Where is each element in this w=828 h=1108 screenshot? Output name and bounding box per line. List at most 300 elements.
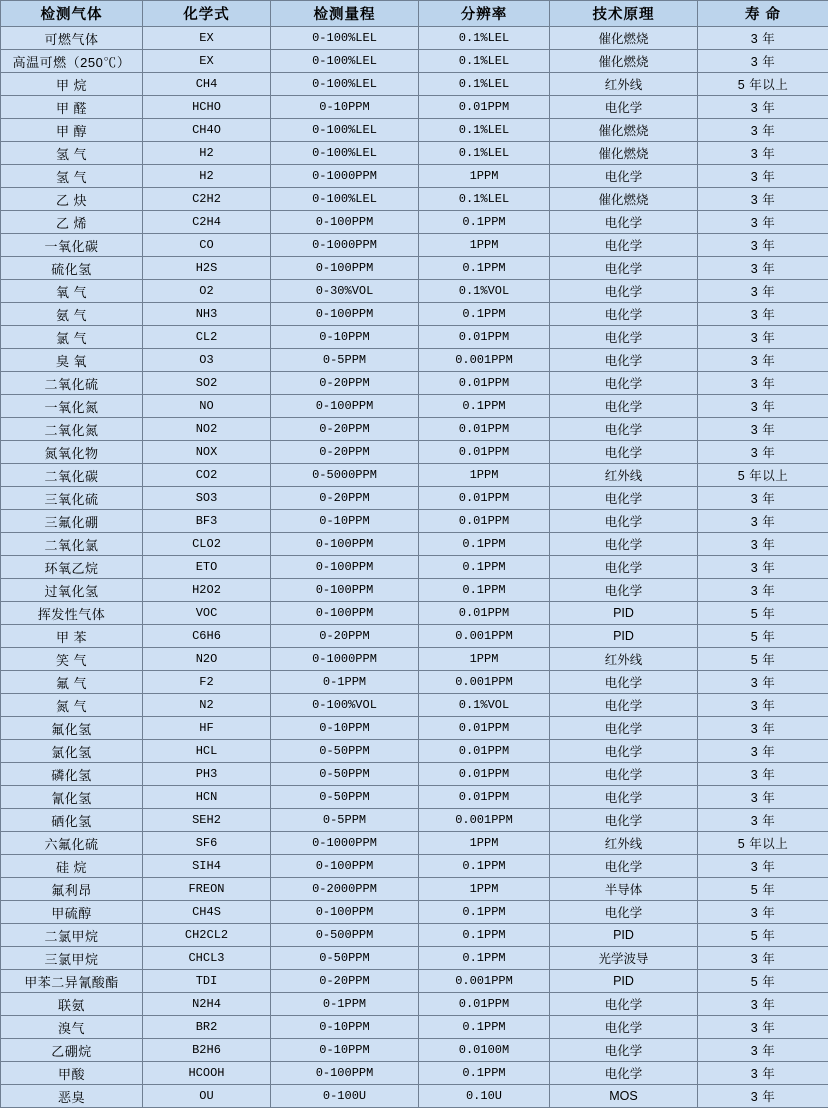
cell-principle: 电化学 <box>550 349 698 372</box>
cell-resolution: 0.01PPM <box>419 96 550 119</box>
cell-gas: 氮 气 <box>1 694 143 717</box>
cell-gas: 氯 气 <box>1 326 143 349</box>
cell-lifetime: 3 年 <box>698 395 828 418</box>
table-row <box>1 119 828 142</box>
cell-resolution: 1PPM <box>419 464 550 487</box>
table-row <box>1 1085 828 1108</box>
cell-formula: PH3 <box>143 763 271 786</box>
table-row <box>1 671 828 694</box>
cell-range: 0-100PPM <box>271 395 419 418</box>
cell-gas: 乙硼烷 <box>1 1039 143 1062</box>
cell-lifetime: 3 年 <box>698 694 828 717</box>
cell-range: 0-2000PPM <box>271 878 419 901</box>
cell-lifetime: 3 年 <box>698 786 828 809</box>
cell-range: 0-10PPM <box>271 717 419 740</box>
cell-lifetime: 3 年 <box>698 763 828 786</box>
cell-range: 0-10PPM <box>271 326 419 349</box>
table-row <box>1 648 828 671</box>
cell-principle: 电化学 <box>550 165 698 188</box>
cell-lifetime: 3 年 <box>698 303 828 326</box>
cell-gas: 氰化氢 <box>1 786 143 809</box>
cell-resolution: 0.1PPM <box>419 556 550 579</box>
cell-principle: 半导体 <box>550 878 698 901</box>
cell-principle: 电化学 <box>550 395 698 418</box>
cell-range: 0-100PPM <box>271 556 419 579</box>
cell-formula: BR2 <box>143 1016 271 1039</box>
cell-formula: C6H6 <box>143 625 271 648</box>
table-row <box>1 96 828 119</box>
cell-range: 0-100PPM <box>271 579 419 602</box>
cell-lifetime: 5 年 <box>698 970 828 993</box>
cell-resolution: 0.1%LEL <box>419 27 550 50</box>
cell-resolution: 0.1%LEL <box>419 188 550 211</box>
cell-resolution: 0.1PPM <box>419 1062 550 1085</box>
cell-lifetime: 3 年 <box>698 993 828 1016</box>
table-row <box>1 211 828 234</box>
cell-gas: 乙 炔 <box>1 188 143 211</box>
cell-principle: 电化学 <box>550 717 698 740</box>
cell-formula: H2 <box>143 142 271 165</box>
cell-gas: 三氯甲烷 <box>1 947 143 970</box>
cell-lifetime: 3 年 <box>698 96 828 119</box>
cell-lifetime: 3 年 <box>698 372 828 395</box>
cell-formula: N2H4 <box>143 993 271 1016</box>
cell-gas: 氧 气 <box>1 280 143 303</box>
cell-gas: 高温可燃（250℃） <box>1 50 143 73</box>
table-row <box>1 441 828 464</box>
cell-principle: 红外线 <box>550 73 698 96</box>
cell-formula: F2 <box>143 671 271 694</box>
cell-formula: O3 <box>143 349 271 372</box>
cell-lifetime: 3 年 <box>698 809 828 832</box>
cell-range: 0-10PPM <box>271 1016 419 1039</box>
cell-formula: SF6 <box>143 832 271 855</box>
cell-range: 0-100%LEL <box>271 73 419 96</box>
table-row <box>1 740 828 763</box>
cell-lifetime: 3 年 <box>698 165 828 188</box>
cell-lifetime: 3 年 <box>698 510 828 533</box>
table-row <box>1 165 828 188</box>
table-row <box>1 234 828 257</box>
cell-formula: SIH4 <box>143 855 271 878</box>
cell-gas: 甲 醛 <box>1 96 143 119</box>
table-header <box>1 1 828 27</box>
table-row <box>1 395 828 418</box>
cell-principle: 电化学 <box>550 763 698 786</box>
table-row <box>1 303 828 326</box>
cell-formula: SO3 <box>143 487 271 510</box>
cell-range: 0-100PPM <box>271 1062 419 1085</box>
table-row <box>1 602 828 625</box>
cell-range: 0-10PPM <box>271 1039 419 1062</box>
cell-range: 0-10PPM <box>271 96 419 119</box>
cell-range: 0-100PPM <box>271 211 419 234</box>
cell-range: 0-1000PPM <box>271 165 419 188</box>
cell-gas: 溴气 <box>1 1016 143 1039</box>
cell-formula: HCOOH <box>143 1062 271 1085</box>
cell-gas: 氮氧化物 <box>1 441 143 464</box>
cell-lifetime: 5 年 <box>698 625 828 648</box>
cell-gas: 甲酸 <box>1 1062 143 1085</box>
cell-formula: ETO <box>143 556 271 579</box>
cell-lifetime: 3 年 <box>698 326 828 349</box>
cell-lifetime: 5 年 <box>698 602 828 625</box>
table-row <box>1 832 828 855</box>
table-row <box>1 717 828 740</box>
table-row <box>1 970 828 993</box>
table-row <box>1 533 828 556</box>
cell-range: 0-1PPM <box>271 993 419 1016</box>
cell-resolution: 0.01PPM <box>419 418 550 441</box>
cell-gas: 氯化氢 <box>1 740 143 763</box>
cell-lifetime: 3 年 <box>698 234 828 257</box>
cell-range: 0-5PPM <box>271 349 419 372</box>
cell-range: 0-20PPM <box>271 970 419 993</box>
cell-formula: H2S <box>143 257 271 280</box>
table-row <box>1 947 828 970</box>
cell-lifetime: 3 年 <box>698 142 828 165</box>
cell-gas: 甲硫醇 <box>1 901 143 924</box>
cell-gas: 氢 气 <box>1 142 143 165</box>
table-row <box>1 694 828 717</box>
cell-gas: 一氧化氮 <box>1 395 143 418</box>
cell-lifetime: 3 年 <box>698 740 828 763</box>
cell-formula: HF <box>143 717 271 740</box>
cell-principle: 电化学 <box>550 257 698 280</box>
cell-range: 0-50PPM <box>271 786 419 809</box>
cell-lifetime: 3 年 <box>698 947 828 970</box>
cell-formula: H2O2 <box>143 579 271 602</box>
cell-resolution: 0.1%LEL <box>419 50 550 73</box>
cell-lifetime: 3 年 <box>698 418 828 441</box>
cell-range: 0-10PPM <box>271 510 419 533</box>
cell-range: 0-500PPM <box>271 924 419 947</box>
cell-resolution: 0.001PPM <box>419 625 550 648</box>
cell-resolution: 1PPM <box>419 832 550 855</box>
cell-formula: CO2 <box>143 464 271 487</box>
cell-formula: C2H4 <box>143 211 271 234</box>
cell-range: 0-1000PPM <box>271 648 419 671</box>
cell-principle: 电化学 <box>550 418 698 441</box>
cell-lifetime: 3 年 <box>698 280 828 303</box>
cell-gas: 过氧化氢 <box>1 579 143 602</box>
cell-gas: 恶臭 <box>1 1085 143 1108</box>
cell-resolution: 0.1%VOL <box>419 280 550 303</box>
cell-principle: 电化学 <box>550 786 698 809</box>
table-row <box>1 464 828 487</box>
cell-principle: 电化学 <box>550 372 698 395</box>
cell-principle: 电化学 <box>550 441 698 464</box>
cell-resolution: 0.1PPM <box>419 211 550 234</box>
cell-resolution: 0.01PPM <box>419 510 550 533</box>
cell-gas: 磷化氢 <box>1 763 143 786</box>
cell-range: 0-100PPM <box>271 901 419 924</box>
table-row <box>1 27 828 50</box>
cell-gas: 一氧化碳 <box>1 234 143 257</box>
cell-principle: 电化学 <box>550 556 698 579</box>
cell-range: 0-5000PPM <box>271 464 419 487</box>
cell-principle: 电化学 <box>550 1039 698 1062</box>
cell-gas: 环氧乙烷 <box>1 556 143 579</box>
cell-principle: 电化学 <box>550 280 698 303</box>
cell-range: 0-1PPM <box>271 671 419 694</box>
table-body <box>1 27 828 1108</box>
cell-resolution: 0.0100M <box>419 1039 550 1062</box>
cell-principle: 催化燃烧 <box>550 142 698 165</box>
cell-lifetime: 3 年 <box>698 579 828 602</box>
cell-range: 0-20PPM <box>271 418 419 441</box>
cell-resolution: 0.01PPM <box>419 763 550 786</box>
cell-resolution: 0.1%LEL <box>419 119 550 142</box>
cell-resolution: 0.1PPM <box>419 257 550 280</box>
cell-lifetime: 3 年 <box>698 50 828 73</box>
cell-formula: TDI <box>143 970 271 993</box>
cell-resolution: 0.1PPM <box>419 947 550 970</box>
cell-gas: 氨 气 <box>1 303 143 326</box>
cell-gas: 氢 气 <box>1 165 143 188</box>
table-row <box>1 280 828 303</box>
table-header-row <box>1 1 828 27</box>
cell-range: 0-30%VOL <box>271 280 419 303</box>
cell-principle: 电化学 <box>550 901 698 924</box>
cell-formula: VOC <box>143 602 271 625</box>
cell-principle: PID <box>550 970 698 993</box>
cell-principle: 电化学 <box>550 855 698 878</box>
cell-formula: FREON <box>143 878 271 901</box>
cell-lifetime: 5 年 <box>698 878 828 901</box>
cell-principle: 催化燃烧 <box>550 50 698 73</box>
cell-lifetime: 3 年 <box>698 487 828 510</box>
cell-lifetime: 3 年 <box>698 671 828 694</box>
cell-principle: 电化学 <box>550 96 698 119</box>
cell-resolution: 1PPM <box>419 165 550 188</box>
cell-lifetime: 3 年 <box>698 119 828 142</box>
cell-resolution: 0.1PPM <box>419 533 550 556</box>
cell-range: 0-20PPM <box>271 441 419 464</box>
cell-resolution: 0.01PPM <box>419 993 550 1016</box>
cell-formula: CH4O <box>143 119 271 142</box>
cell-range: 0-5PPM <box>271 809 419 832</box>
cell-principle: 光学波导 <box>550 947 698 970</box>
cell-resolution: 0.001PPM <box>419 671 550 694</box>
cell-principle: 催化燃烧 <box>550 27 698 50</box>
cell-resolution: 0.1%LEL <box>419 73 550 96</box>
cell-principle: 电化学 <box>550 510 698 533</box>
cell-principle: 电化学 <box>550 303 698 326</box>
table-row <box>1 878 828 901</box>
cell-range: 0-1000PPM <box>271 832 419 855</box>
cell-principle: 电化学 <box>550 487 698 510</box>
cell-range: 0-50PPM <box>271 947 419 970</box>
cell-formula: SO2 <box>143 372 271 395</box>
cell-resolution: 1PPM <box>419 234 550 257</box>
cell-lifetime: 3 年 <box>698 1085 828 1108</box>
cell-formula: EX <box>143 27 271 50</box>
cell-gas: 可燃气体 <box>1 27 143 50</box>
cell-resolution: 0.01PPM <box>419 372 550 395</box>
table-row <box>1 349 828 372</box>
table-row <box>1 855 828 878</box>
cell-gas: 二氧化碳 <box>1 464 143 487</box>
table-row <box>1 993 828 1016</box>
cell-principle: 催化燃烧 <box>550 119 698 142</box>
cell-resolution: 0.01PPM <box>419 326 550 349</box>
cell-principle: PID <box>550 625 698 648</box>
cell-formula: B2H6 <box>143 1039 271 1062</box>
cell-lifetime: 3 年 <box>698 901 828 924</box>
cell-range: 0-100%LEL <box>271 50 419 73</box>
table-row <box>1 188 828 211</box>
table-row <box>1 510 828 533</box>
cell-formula: NOX <box>143 441 271 464</box>
table-row <box>1 579 828 602</box>
cell-resolution: 0.1PPM <box>419 901 550 924</box>
cell-formula: HCHO <box>143 96 271 119</box>
cell-gas: 二氧化氮 <box>1 418 143 441</box>
cell-gas: 乙 烯 <box>1 211 143 234</box>
column-header-formula: 化学式 <box>143 1 271 27</box>
cell-formula: CH2CL2 <box>143 924 271 947</box>
cell-range: 0-100%VOL <box>271 694 419 717</box>
cell-gas: 氟 气 <box>1 671 143 694</box>
cell-principle: 催化燃烧 <box>550 188 698 211</box>
table-row <box>1 73 828 96</box>
cell-gas: 六氟化硫 <box>1 832 143 855</box>
cell-range: 0-100%LEL <box>271 119 419 142</box>
cell-resolution: 0.1PPM <box>419 924 550 947</box>
cell-gas: 臭 氧 <box>1 349 143 372</box>
cell-lifetime: 3 年 <box>698 1039 828 1062</box>
table-row <box>1 556 828 579</box>
cell-formula: O2 <box>143 280 271 303</box>
cell-resolution: 0.1PPM <box>419 303 550 326</box>
cell-lifetime: 3 年 <box>698 1016 828 1039</box>
table-row <box>1 1062 828 1085</box>
cell-principle: 红外线 <box>550 832 698 855</box>
cell-formula: BF3 <box>143 510 271 533</box>
table-row <box>1 625 828 648</box>
cell-range: 0-20PPM <box>271 625 419 648</box>
cell-range: 0-100PPM <box>271 855 419 878</box>
cell-gas: 氟利昂 <box>1 878 143 901</box>
cell-resolution: 0.01PPM <box>419 786 550 809</box>
table-row <box>1 50 828 73</box>
cell-range: 0-100%LEL <box>271 188 419 211</box>
cell-formula: SEH2 <box>143 809 271 832</box>
cell-gas: 甲 苯 <box>1 625 143 648</box>
cell-principle: 电化学 <box>550 671 698 694</box>
cell-lifetime: 5 年以上 <box>698 464 828 487</box>
cell-formula: CLO2 <box>143 533 271 556</box>
cell-gas: 联氨 <box>1 993 143 1016</box>
cell-gas: 硅 烷 <box>1 855 143 878</box>
cell-formula: NO <box>143 395 271 418</box>
cell-resolution: 1PPM <box>419 878 550 901</box>
cell-lifetime: 3 年 <box>698 441 828 464</box>
cell-lifetime: 3 年 <box>698 211 828 234</box>
cell-gas: 硒化氢 <box>1 809 143 832</box>
cell-formula: C2H2 <box>143 188 271 211</box>
cell-resolution: 0.01PPM <box>419 740 550 763</box>
cell-lifetime: 5 年以上 <box>698 832 828 855</box>
cell-formula: HCL <box>143 740 271 763</box>
cell-range: 0-20PPM <box>271 372 419 395</box>
cell-formula: OU <box>143 1085 271 1108</box>
cell-lifetime: 5 年 <box>698 648 828 671</box>
cell-resolution: 1PPM <box>419 648 550 671</box>
cell-resolution: 0.01PPM <box>419 717 550 740</box>
table-row <box>1 1039 828 1062</box>
cell-principle: 电化学 <box>550 533 698 556</box>
cell-formula: CL2 <box>143 326 271 349</box>
cell-principle: 电化学 <box>550 234 698 257</box>
column-header-range: 检测量程 <box>271 1 419 27</box>
cell-principle: 红外线 <box>550 464 698 487</box>
cell-gas: 甲苯二异氰酸酯 <box>1 970 143 993</box>
cell-resolution: 0.01PPM <box>419 441 550 464</box>
cell-resolution: 0.001PPM <box>419 970 550 993</box>
cell-lifetime: 3 年 <box>698 1062 828 1085</box>
cell-resolution: 0.1PPM <box>419 1016 550 1039</box>
cell-gas: 笑 气 <box>1 648 143 671</box>
table-row <box>1 786 828 809</box>
cell-range: 0-100U <box>271 1085 419 1108</box>
cell-gas: 三氟化硼 <box>1 510 143 533</box>
cell-resolution: 0.1PPM <box>419 579 550 602</box>
cell-principle: PID <box>550 924 698 947</box>
cell-range: 0-100PPM <box>271 303 419 326</box>
cell-lifetime: 5 年以上 <box>698 73 828 96</box>
column-header-resolution: 分辨率 <box>419 1 550 27</box>
cell-range: 0-50PPM <box>271 763 419 786</box>
cell-lifetime: 3 年 <box>698 257 828 280</box>
table-row <box>1 326 828 349</box>
cell-gas: 二氧化氯 <box>1 533 143 556</box>
table-row <box>1 763 828 786</box>
cell-formula: EX <box>143 50 271 73</box>
column-header-gas: 检测气体 <box>1 1 143 27</box>
cell-range: 0-100PPM <box>271 257 419 280</box>
cell-resolution: 0.1%LEL <box>419 142 550 165</box>
cell-formula: N2O <box>143 648 271 671</box>
cell-lifetime: 3 年 <box>698 349 828 372</box>
cell-formula: H2 <box>143 165 271 188</box>
cell-formula: NH3 <box>143 303 271 326</box>
cell-formula: CHCL3 <box>143 947 271 970</box>
cell-principle: 电化学 <box>550 740 698 763</box>
table-row <box>1 487 828 510</box>
cell-principle: 红外线 <box>550 648 698 671</box>
cell-gas: 硫化氢 <box>1 257 143 280</box>
cell-lifetime: 3 年 <box>698 556 828 579</box>
cell-resolution: 0.1%VOL <box>419 694 550 717</box>
table-row <box>1 257 828 280</box>
cell-principle: 电化学 <box>550 211 698 234</box>
cell-resolution: 0.01PPM <box>419 602 550 625</box>
cell-resolution: 0.01PPM <box>419 487 550 510</box>
table-row <box>1 809 828 832</box>
cell-formula: CH4S <box>143 901 271 924</box>
cell-gas: 甲 醇 <box>1 119 143 142</box>
column-header-principle: 技术原理 <box>550 1 698 27</box>
cell-gas: 二氯甲烷 <box>1 924 143 947</box>
cell-principle: 电化学 <box>550 809 698 832</box>
cell-range: 0-20PPM <box>271 487 419 510</box>
table-row <box>1 372 828 395</box>
table-row <box>1 1016 828 1039</box>
cell-lifetime: 3 年 <box>698 27 828 50</box>
cell-range: 0-1000PPM <box>271 234 419 257</box>
